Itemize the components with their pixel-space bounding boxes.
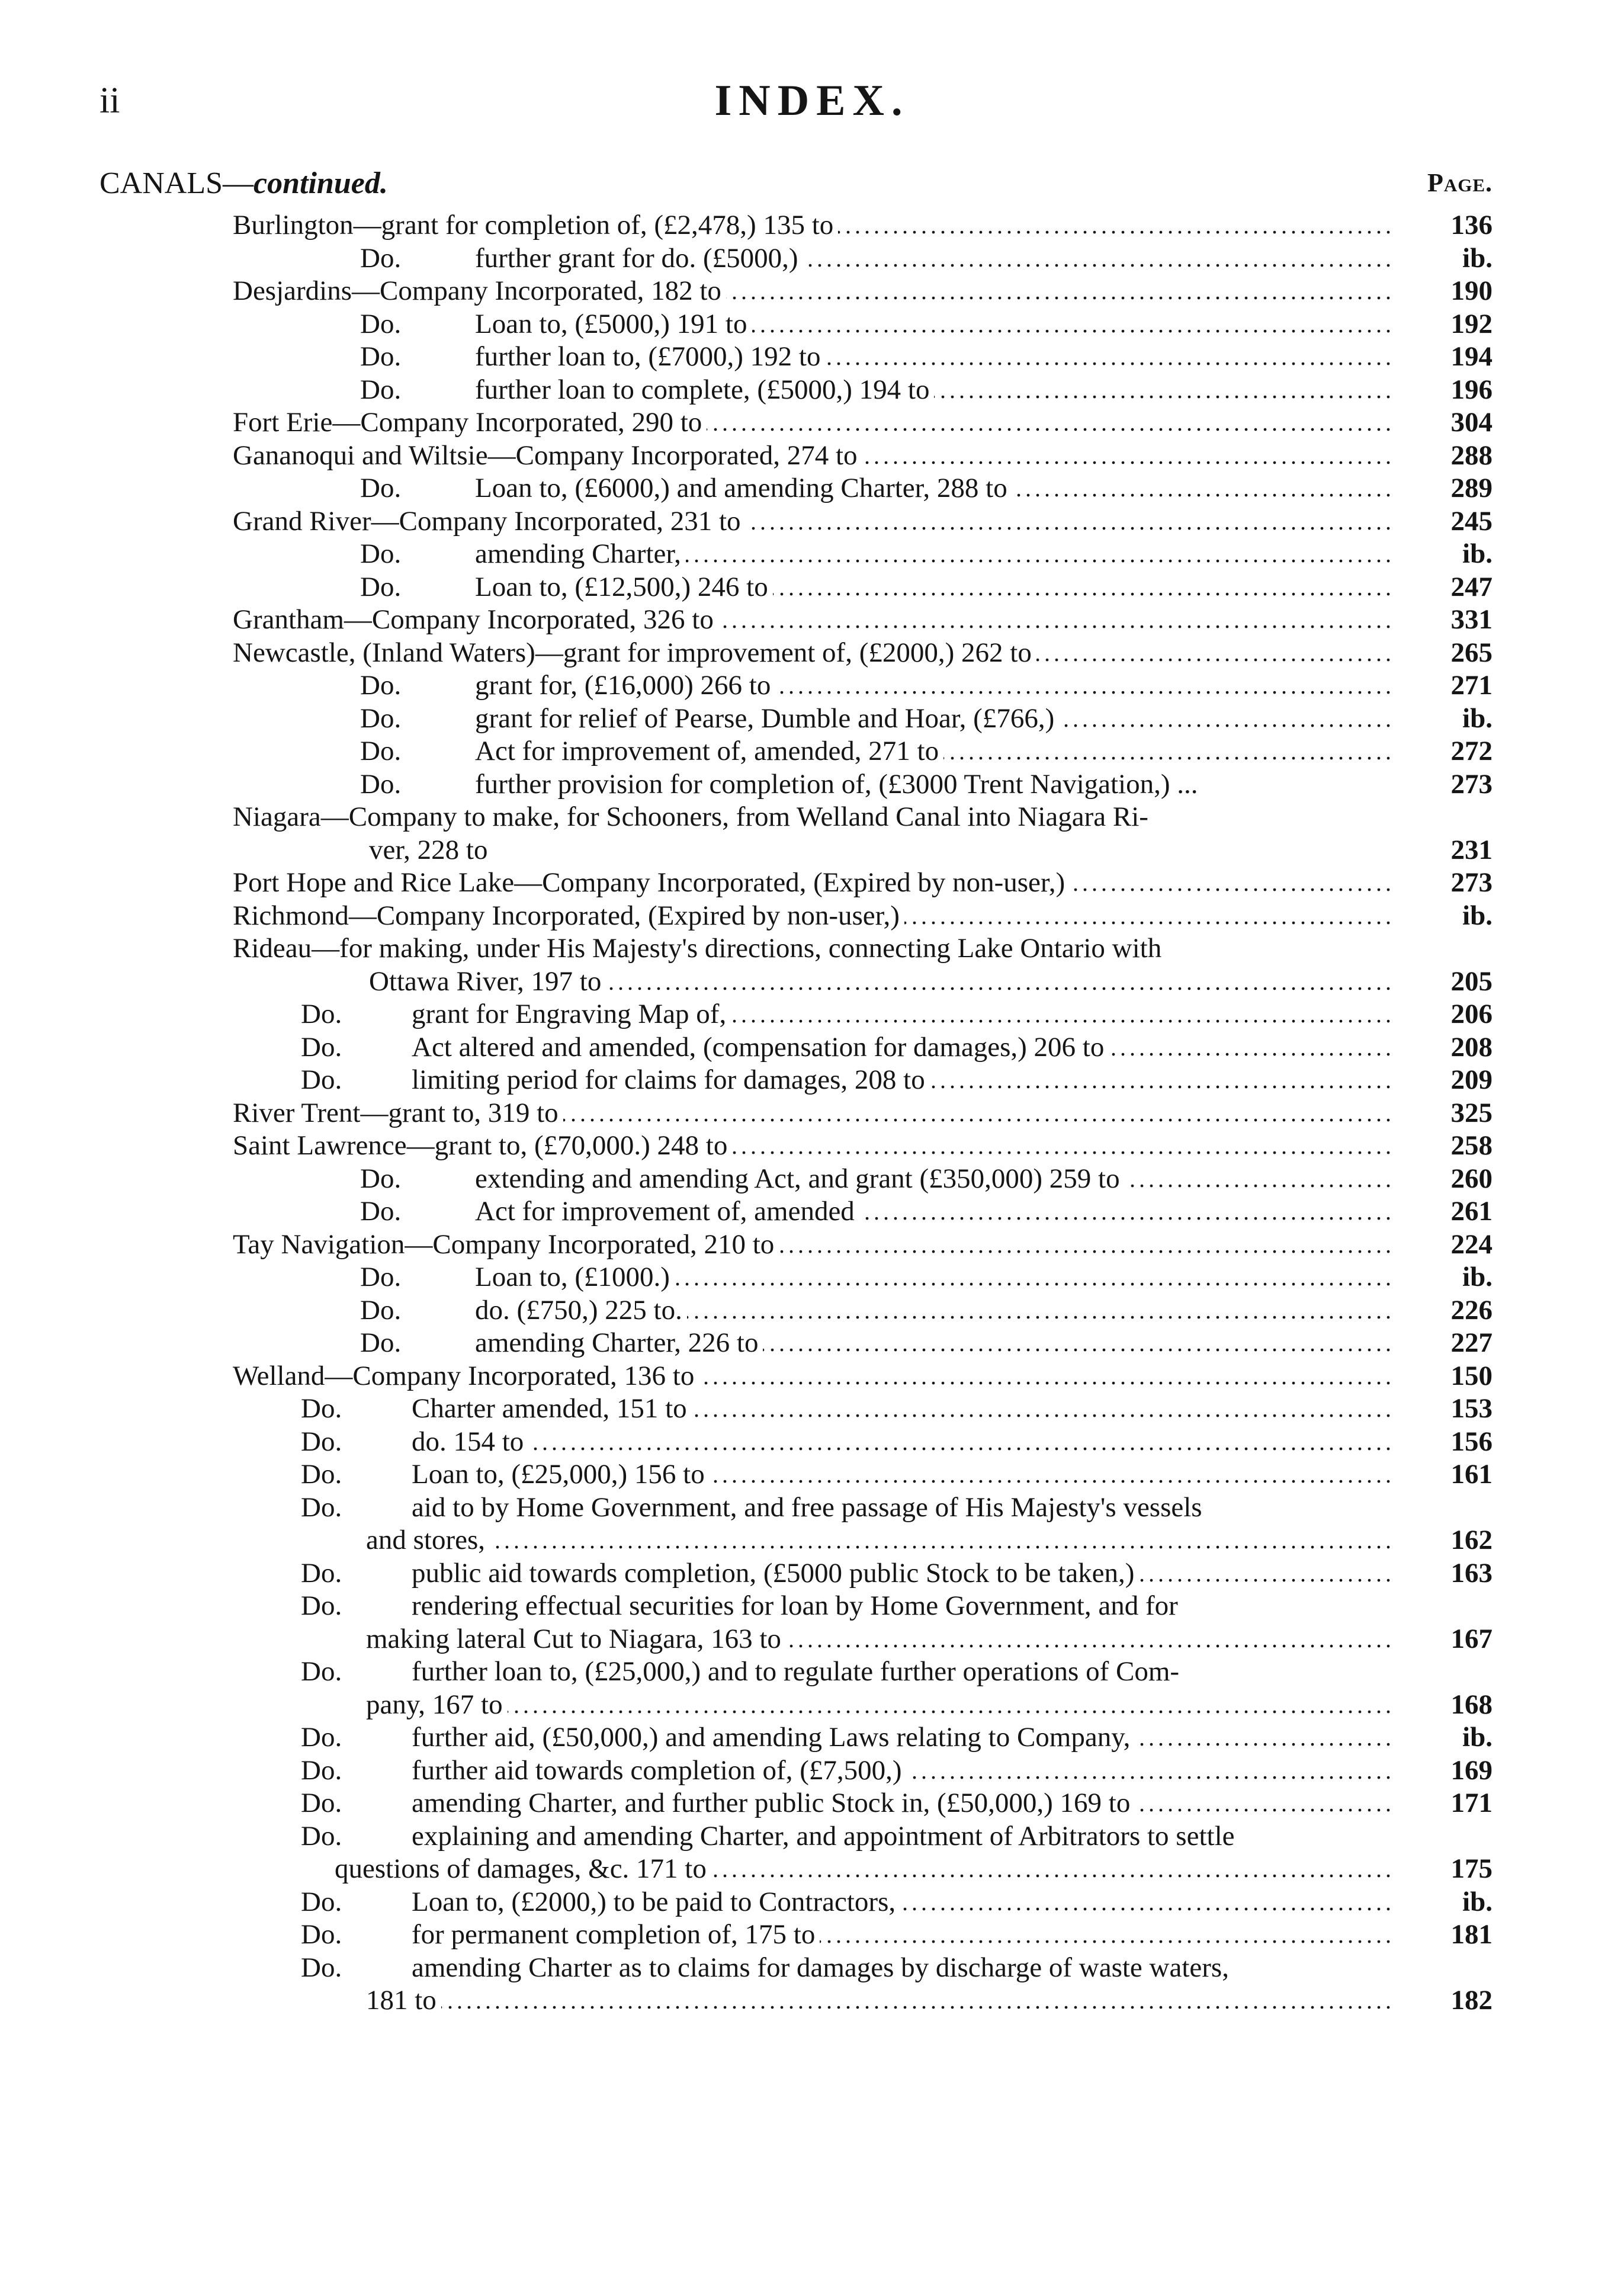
entry-ditto-label: Do. [360, 670, 402, 701]
index-entry [0, 1195, 1624, 1228]
index-entry [0, 1491, 1624, 1525]
entry-page-ref: 169 [1450, 1754, 1493, 1786]
entry-page-ref: 190 [1450, 275, 1493, 306]
entry-ditto-label: Do. [360, 702, 402, 734]
entry-page-ref: 331 [1450, 604, 1493, 635]
index-entries [0, 209, 1624, 2017]
index-entry [0, 932, 1624, 965]
entry-text-wrap [475, 1327, 1390, 1360]
entry-page-ref: 226 [1450, 1294, 1493, 1326]
entry-page-ref: 194 [1450, 341, 1493, 372]
index-entry [0, 341, 1624, 374]
entry-text-wrap [233, 867, 1390, 900]
entry-text: Loan to, (£6000,) and amending Charter, 288 to [475, 473, 1012, 503]
entry-page-ref: 175 [1450, 1853, 1493, 1884]
entry-text: Grand River—Company Incorporated, 231 to [233, 506, 746, 537]
index-entry [0, 406, 1624, 439]
entry-text-wrap [233, 932, 1390, 965]
index-entry [0, 1426, 1624, 1459]
index-entry [0, 1557, 1624, 1590]
index-entry [0, 1623, 1624, 1656]
entry-text: further loan to, (£7000,) 192 to [475, 341, 825, 372]
entry-page-ref: 205 [1450, 965, 1493, 997]
index-entry [0, 900, 1624, 933]
entry-text: grant for Engraving Map of, [412, 999, 731, 1029]
entry-ditto-label: Do. [360, 736, 402, 766]
entry-page-ref: 153 [1450, 1393, 1493, 1424]
entry-page-ref: 206 [1450, 999, 1493, 1029]
entry-text-wrap [233, 406, 1390, 439]
entry-text-wrap [475, 669, 1390, 702]
index-entry [0, 1163, 1624, 1196]
entry-text-wrap [412, 1721, 1390, 1754]
entry-text: further aid towards completion of, (£7,500,) [412, 1755, 907, 1786]
entry-page-ref: 224 [1450, 1228, 1493, 1260]
section-heading [100, 166, 388, 201]
entry-text-wrap [412, 1426, 1390, 1459]
entry-text-wrap [412, 1458, 1390, 1491]
section-name: CANALS— [100, 166, 254, 200]
index-entry [0, 1886, 1624, 1919]
entry-text-wrap [412, 1820, 1390, 1853]
entry-ditto-label: Do. [301, 1491, 342, 1523]
entry-page-ref: ib. [1462, 1262, 1493, 1292]
entry-text: Newcastle, (Inland Waters)—grant for improvement of, (£2000,) 262 to [233, 637, 1036, 668]
index-entry [0, 604, 1624, 637]
entry-text: amending Charter as to claims for damages by discharge of waste waters, [412, 1952, 1234, 1983]
entry-text: Act for improvement of, amended, 271 to [475, 736, 943, 766]
entry-page-ref: 325 [1450, 1097, 1493, 1128]
entry-page-ref: 272 [1450, 736, 1493, 766]
entry-text: grant for, (£16,000) 266 to [475, 670, 775, 701]
entry-text: Rideau—for making, under His Majesty's directions, connecting Lake Ontario with [233, 933, 1166, 964]
entry-text-wrap [233, 1097, 1390, 1130]
entry-page-ref: 167 [1450, 1623, 1493, 1654]
entry-page-ref: 247 [1450, 571, 1493, 602]
entry-text: Welland—Company Incorporated, 136 to [233, 1361, 699, 1391]
index-entry [0, 308, 1624, 341]
entry-ditto-label: Do. [360, 1196, 402, 1227]
entry-text: Loan to, (£25,000,) 156 to [412, 1459, 710, 1490]
entry-page-ref: 150 [1450, 1360, 1493, 1391]
entry-ditto-label: Do. [301, 1754, 342, 1786]
entry-text: Loan to, (£2000,) to be paid to Contractors, [412, 1886, 900, 1917]
index-entry [0, 1952, 1624, 1985]
entry-text-wrap [233, 439, 1390, 473]
entry-text: further provision for completion of, (£3000 Trent Navigation,) ... [475, 769, 1203, 800]
entry-ditto-label: Do. [360, 308, 402, 339]
entry-ditto-label: Do. [360, 473, 402, 503]
entry-text-wrap [475, 702, 1390, 736]
entry-ditto-label: Do. [301, 1426, 342, 1457]
entry-text-wrap [233, 900, 1390, 933]
entry-text-wrap [412, 1590, 1390, 1623]
entry-page-ref: 260 [1450, 1163, 1493, 1194]
entry-text-wrap [366, 1689, 1390, 1722]
index-entry [0, 1064, 1624, 1097]
dot-leader [366, 1524, 1390, 1557]
entry-text-wrap [369, 965, 1390, 999]
index-entry [0, 1754, 1624, 1788]
page-column-header: Page. [1427, 168, 1493, 197]
entry-text: Saint Lawrence—grant to, (£70,000.) 248 to [233, 1130, 732, 1161]
entry-text-wrap [233, 1228, 1390, 1262]
entry-ditto-label: Do. [301, 1590, 342, 1621]
entry-text: Tay Navigation—Company Incorporated, 210 to [233, 1229, 779, 1260]
entry-page-ref: 245 [1450, 505, 1493, 537]
index-entry [0, 505, 1624, 538]
index-entry [0, 1228, 1624, 1262]
entry-ditto-label: Do. [360, 1327, 402, 1358]
dot-leader [412, 1426, 1390, 1459]
entry-text-wrap [233, 505, 1390, 538]
entry-text: Loan to, (£1000.) [475, 1262, 675, 1292]
entry-text: aid to by Home Government, and free passage of His Majesty's vessels [412, 1492, 1207, 1523]
entry-ditto-label: Do. [360, 1163, 402, 1194]
entry-ditto-label: Do. [301, 1557, 342, 1589]
entry-text-wrap [412, 1655, 1390, 1689]
entry-page-ref: 289 [1450, 473, 1493, 503]
entry-page-ref: 209 [1450, 1064, 1493, 1095]
entry-text: extending and amending Act, and grant (£350,000) 259 to [475, 1163, 1125, 1194]
index-entry [0, 965, 1624, 999]
index-entry [0, 1393, 1624, 1426]
index-entry [0, 439, 1624, 473]
entry-ditto-label: Do. [360, 341, 402, 372]
entry-text-wrap [233, 1130, 1390, 1163]
entry-page-ref: 161 [1450, 1459, 1493, 1490]
entry-text: River Trent—grant to, 319 to [233, 1098, 563, 1128]
entry-page-ref: 288 [1450, 439, 1493, 471]
entry-text: and stores, [366, 1525, 490, 1555]
entry-ditto-label: Do. [360, 374, 402, 405]
entry-text: Port Hope and Rice Lake—Company Incorporated, (Expired by non-user,) [233, 867, 1070, 898]
entry-page-ref: 261 [1450, 1196, 1493, 1227]
page-title: INDEX. [714, 76, 910, 125]
entry-text: do. 154 to [412, 1426, 528, 1457]
index-entry [0, 1689, 1624, 1722]
entry-text-wrap [233, 1360, 1390, 1393]
index-entry [0, 702, 1624, 736]
entry-text-wrap [412, 1952, 1390, 1985]
index-entry [0, 735, 1624, 768]
entry-text-wrap [412, 1031, 1390, 1064]
entry-ditto-label: Do. [301, 1031, 342, 1063]
entry-ditto-label: Do. [301, 1788, 342, 1818]
entry-page-ref: 273 [1450, 768, 1493, 800]
index-entry [0, 209, 1624, 242]
dot-leader [366, 1984, 1390, 2017]
entry-ditto-label: Do. [301, 1722, 342, 1753]
entry-page-ref: 273 [1450, 867, 1493, 898]
index-entry [0, 1984, 1624, 2017]
index-entry [0, 998, 1624, 1031]
index-entry [0, 242, 1624, 275]
index-entry [0, 472, 1624, 505]
index-entry [0, 538, 1624, 571]
entry-ditto-label: Do. [301, 1952, 342, 1983]
index-entry [0, 1261, 1624, 1294]
entry-text: public aid towards completion, (£5000 public Stock to be taken,) [412, 1558, 1139, 1589]
entry-text-wrap [475, 571, 1390, 604]
entry-text-wrap [233, 275, 1390, 308]
entry-text: making lateral Cut to Niagara, 163 to [366, 1624, 786, 1654]
index-entry [0, 571, 1624, 604]
index-entry [0, 768, 1624, 801]
entry-text: ver, 228 to [369, 835, 492, 865]
index-entry [0, 1787, 1624, 1820]
entry-text-wrap [475, 1163, 1390, 1196]
entry-text: limiting period for claims for damages, 208 to [412, 1064, 930, 1095]
index-entry [0, 834, 1624, 867]
entry-page-ref: 192 [1450, 308, 1493, 339]
entry-text: amending Charter, and further public Stock in, (£50,000,) 169 to [412, 1788, 1135, 1818]
entry-page-ref: ib. [1462, 538, 1493, 569]
entry-text: Act altered and amended, (compensation for damages,) 206 to [412, 1032, 1109, 1063]
entry-ditto-label: Do. [360, 571, 402, 602]
entry-text-wrap [233, 801, 1390, 834]
index-entry [0, 1031, 1624, 1064]
index-entry [0, 1097, 1624, 1130]
entry-ditto-label: Do. [360, 1294, 402, 1326]
index-entry [0, 867, 1624, 900]
entry-page-ref: 231 [1450, 834, 1493, 865]
entry-text: Grantham—Company Incorporated, 326 to [233, 604, 718, 635]
entry-text: Desjardins—Company Incorporated, 182 to [233, 275, 726, 306]
entry-text-wrap [412, 1886, 1390, 1919]
entry-text-wrap [475, 308, 1390, 341]
entry-ditto-label: Do. [301, 1064, 342, 1095]
index-entry [0, 1655, 1624, 1689]
entry-text: pany, 167 to [366, 1689, 508, 1720]
entry-text: Gananoqui and Wiltsie—Company Incorporated, 274 to [233, 440, 862, 471]
entry-text-wrap [412, 1918, 1390, 1952]
entry-text: Act for improvement of, amended [475, 1196, 859, 1227]
entry-page-ref: 162 [1450, 1525, 1493, 1555]
entry-text-wrap [369, 834, 1390, 867]
entry-page-ref: 227 [1450, 1327, 1493, 1358]
entry-page-ref: 208 [1450, 1031, 1493, 1063]
entry-text: Fort Erie—Company Incorporated, 290 to [233, 407, 707, 438]
entry-text-wrap [412, 998, 1390, 1031]
index-entry [0, 1590, 1624, 1623]
index-entry [0, 801, 1624, 834]
entry-text: further aid, (£50,000,) and amending Laws relating to Company, [412, 1722, 1135, 1753]
entry-text-wrap [475, 768, 1390, 801]
entry-page-ref: 258 [1450, 1130, 1493, 1161]
entry-text: grant for relief of Pearse, Dumble and Hoar, (£766,) [475, 703, 1059, 734]
entry-text: questions of damages, &c. 171 to [335, 1853, 711, 1884]
entry-text-wrap [475, 735, 1390, 768]
entry-text-wrap [335, 1853, 1390, 1886]
index-entry [0, 637, 1624, 670]
entry-text-wrap [475, 374, 1390, 407]
entry-page-ref: 265 [1450, 637, 1493, 668]
entry-page-ref: 196 [1450, 374, 1493, 405]
entry-text-wrap [412, 1754, 1390, 1788]
entry-text: explaining and amending Charter, and appointment of Arbitrators to settle [412, 1821, 1239, 1852]
entry-text-wrap [475, 538, 1390, 571]
entry-ditto-label: Do. [301, 1886, 342, 1917]
entry-page-ref: 168 [1450, 1689, 1493, 1720]
entry-text-wrap [475, 1261, 1390, 1294]
entry-page-ref: ib. [1462, 1722, 1493, 1753]
entry-text-wrap [233, 637, 1390, 670]
entry-text: Richmond—Company Incorporated, (Expired by non-user,) [233, 900, 904, 931]
section-suffix: continued. [253, 166, 388, 200]
entry-ditto-label: Do. [360, 538, 402, 569]
entry-text-wrap [412, 1393, 1390, 1426]
index-entry [0, 1458, 1624, 1491]
entry-page-ref: 136 [1450, 210, 1493, 240]
entry-page-ref: ib. [1462, 242, 1493, 274]
entry-text-wrap [475, 341, 1390, 374]
entry-text: further grant for do. (£5000,) [475, 243, 803, 274]
entry-text: Niagara—Company to make, for Schooners, from Welland Canal into Niagara Ri- [233, 801, 1153, 832]
index-entry [0, 1327, 1624, 1360]
entry-text-wrap [412, 1557, 1390, 1590]
entry-page-ref: 171 [1450, 1788, 1493, 1818]
entry-text-wrap [233, 604, 1390, 637]
page-number: ii [100, 81, 120, 121]
entry-text-wrap [475, 1294, 1390, 1327]
entry-text-wrap [475, 472, 1390, 505]
entry-text-wrap [412, 1787, 1390, 1820]
entry-text: further loan to, (£25,000,) and to regulate further operations of Com- [412, 1656, 1184, 1687]
entry-text: amending Charter, [475, 538, 686, 569]
entry-text: 181 to [366, 1985, 441, 2016]
index-entry [0, 1721, 1624, 1754]
entry-page-ref: ib. [1462, 900, 1493, 931]
entry-ditto-label: Do. [301, 1820, 342, 1852]
entry-text: Loan to, (£12,500,) 246 to [475, 572, 773, 602]
entry-ditto-label: Do. [360, 1262, 402, 1292]
index-entry [0, 374, 1624, 407]
entry-text: further loan to complete, (£5000,) 194 to [475, 374, 934, 405]
index-entry [0, 1918, 1624, 1952]
entry-page-ref: ib. [1462, 1886, 1493, 1917]
entry-ditto-label: Do. [360, 242, 402, 274]
index-entry [0, 1360, 1624, 1393]
entry-text: for permanent completion of, 175 to [412, 1919, 820, 1950]
entry-ditto-label: Do. [360, 768, 402, 800]
entry-text: Burlington—grant for completion of, (£2,478,) 135 to [233, 210, 838, 240]
entry-text-wrap [412, 1064, 1390, 1097]
index-entry [0, 1853, 1624, 1886]
entry-page-ref: 271 [1450, 670, 1493, 701]
entry-ditto-label: Do. [301, 999, 342, 1029]
dot-leader [366, 1689, 1390, 1722]
entry-text-wrap [366, 1524, 1390, 1557]
index-entry [0, 1294, 1624, 1327]
entry-text-wrap [475, 242, 1390, 275]
entry-ditto-label: Do. [301, 1656, 342, 1687]
entry-ditto-label: Do. [301, 1919, 342, 1950]
entry-page-ref: 163 [1450, 1557, 1493, 1589]
index-entry [0, 1524, 1624, 1557]
entry-text: Charter amended, 151 to [412, 1393, 692, 1424]
entry-page-ref: 181 [1450, 1919, 1493, 1950]
entry-page-ref: ib. [1462, 702, 1493, 734]
entry-text-wrap [475, 1195, 1390, 1228]
entry-ditto-label: Do. [301, 1393, 342, 1424]
entry-page-ref: 304 [1450, 407, 1493, 438]
entry-text: Loan to, (£5000,) 191 to [475, 309, 752, 339]
entry-text: do. (£750,) 225 to. [475, 1295, 687, 1326]
index-entry [0, 1820, 1624, 1853]
index-entry [0, 275, 1624, 308]
entry-text: Ottawa River, 197 to [369, 966, 606, 997]
index-entry [0, 1130, 1624, 1163]
entry-page-ref: 182 [1450, 1985, 1493, 2016]
entry-text-wrap [412, 1491, 1390, 1525]
entry-ditto-label: Do. [301, 1459, 342, 1490]
index-entry [0, 669, 1624, 702]
entry-text: rendering effectual securities for loan by Home Government, and for [412, 1590, 1183, 1621]
entry-text: amending Charter, 226 to [475, 1327, 763, 1358]
entry-text-wrap [366, 1984, 1390, 2017]
entry-text-wrap [233, 209, 1390, 242]
entry-text-wrap [366, 1623, 1390, 1656]
entry-page-ref: 156 [1450, 1426, 1493, 1457]
